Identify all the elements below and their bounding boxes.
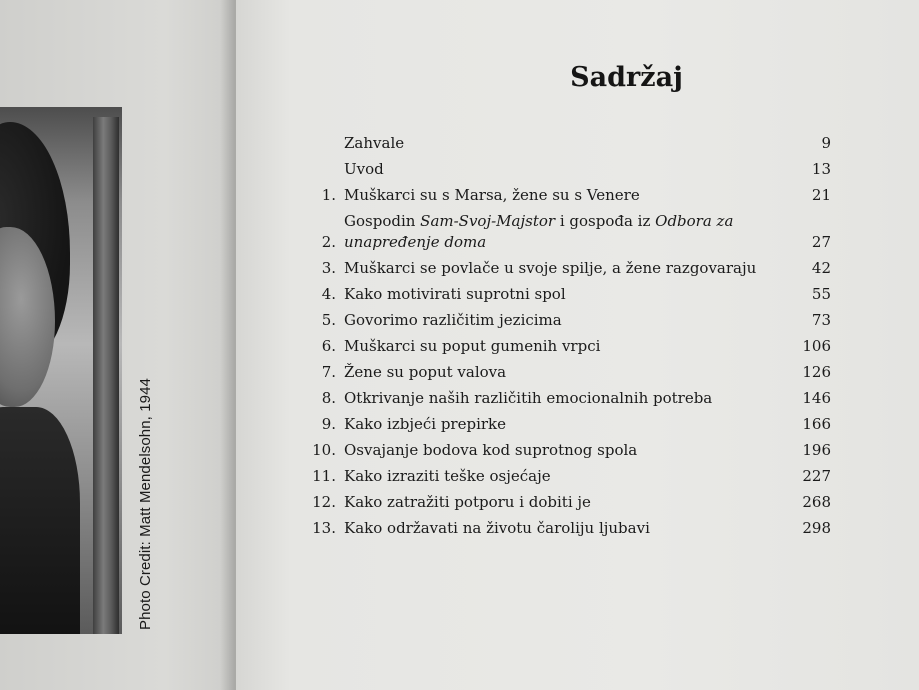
toc-entry-title bbox=[344, 159, 783, 180]
toc-entry-number: 13. bbox=[312, 519, 336, 537]
toc-entry-page: 126 bbox=[802, 363, 831, 381]
toc-entry-title-part: Otkrivanje naših različitih emocionalnih potreba bbox=[344, 389, 713, 407]
toc-entry-page: 268 bbox=[802, 493, 831, 511]
toc-entry bbox=[296, 518, 831, 539]
toc-entry-number: 3. bbox=[321, 259, 336, 277]
toc-entry-title bbox=[344, 440, 783, 461]
toc-entry-number: 10. bbox=[312, 441, 336, 459]
toc-entry-page: 166 bbox=[802, 415, 831, 433]
toc-entry-page: 42 bbox=[811, 259, 831, 277]
toc-entry-title-part: Kako motivirati suprotni spol bbox=[344, 285, 566, 303]
toc-entry bbox=[296, 211, 831, 253]
toc-entry-title bbox=[344, 336, 783, 357]
toc-entry-title bbox=[344, 310, 783, 331]
toc-entry-title bbox=[344, 211, 783, 253]
toc-entry bbox=[296, 159, 831, 180]
toc-entry-number: 11. bbox=[312, 467, 336, 485]
toc-entry bbox=[296, 466, 831, 487]
toc-entry-page: 146 bbox=[802, 389, 831, 407]
photo-body bbox=[0, 407, 80, 634]
toc-entry-number: 12. bbox=[312, 493, 336, 511]
toc-entry bbox=[296, 492, 831, 513]
toc-entry-number: 2. bbox=[321, 233, 336, 251]
toc-entry-title-part: Kako održavati na životu čaroliju ljubavi bbox=[344, 519, 650, 537]
toc-entry-page: 9 bbox=[821, 134, 831, 152]
toc-entry bbox=[296, 388, 831, 409]
toc-entry-title-part: Odbora za unapređenje doma bbox=[344, 212, 734, 251]
toc-entry-title bbox=[344, 388, 783, 409]
photo-pole bbox=[93, 117, 119, 634]
author-photo bbox=[0, 107, 122, 634]
toc-entry-number: 4. bbox=[321, 285, 336, 303]
toc-entry-number: 6. bbox=[321, 337, 336, 355]
toc-entry-title-part: Kako izbjeći prepirke bbox=[344, 415, 507, 433]
toc-entry bbox=[296, 284, 831, 305]
toc-entry-title-part: Govorimo različitim jezicima bbox=[344, 311, 562, 329]
toc-entry-number: 9. bbox=[321, 415, 336, 433]
toc-entry bbox=[296, 414, 831, 435]
toc-entry-title-part: Zahvale bbox=[344, 134, 405, 152]
toc-entry bbox=[296, 336, 831, 357]
toc-entry-title-part: i gospođa iz bbox=[555, 212, 656, 230]
toc-entry bbox=[296, 440, 831, 461]
toc-entry-title bbox=[344, 414, 783, 435]
toc-entry bbox=[296, 310, 831, 331]
toc-entry-title-part: Muškarci su poput gumenih vrpci bbox=[344, 337, 601, 355]
toc-entry-title-part: Muškarci se povlače u svoje spilje, a žene razgovaraju bbox=[344, 259, 757, 277]
toc-entry-page: 227 bbox=[802, 467, 831, 485]
toc-entry bbox=[296, 362, 831, 383]
toc-entry-title bbox=[344, 185, 783, 206]
right-page bbox=[236, 0, 919, 690]
left-page bbox=[0, 0, 236, 690]
toc-entry-title-part: Kako zatražiti potporu i dobiti je bbox=[344, 493, 591, 511]
photo-credit: Photo Credit: Matt Mendelsohn, 1944 bbox=[137, 378, 154, 630]
toc-entry-number: 8. bbox=[321, 389, 336, 407]
toc-entry-title bbox=[344, 466, 783, 487]
toc-entry-page: 13 bbox=[811, 160, 831, 178]
toc-entry-title-part: Muškarci su s Marsa, žene su s Venere bbox=[344, 186, 640, 204]
toc-entry-number: 7. bbox=[321, 363, 336, 381]
toc-entry-title bbox=[344, 492, 783, 513]
toc-entry-page: 196 bbox=[802, 441, 831, 459]
toc-entry-number: 5. bbox=[321, 311, 336, 329]
toc-entry-page: 27 bbox=[811, 233, 831, 251]
toc-entry-title bbox=[344, 258, 783, 279]
toc-entry-title bbox=[344, 518, 783, 539]
toc-entry-title-part: Žene su poput valova bbox=[344, 363, 507, 381]
toc-entry-title-part: Gospodin bbox=[344, 212, 421, 230]
toc-entry-title-part: Osvajanje bodova kod suprotnog spola bbox=[344, 441, 638, 459]
toc-list bbox=[296, 133, 831, 544]
toc-entry bbox=[296, 133, 831, 154]
toc-entry-title-part: Kako izraziti teške osjećaje bbox=[344, 467, 551, 485]
toc-entry-page: 55 bbox=[811, 285, 831, 303]
toc-entry-page: 106 bbox=[802, 337, 831, 355]
toc-entry-title-part: Sam-Svoj-Majstor bbox=[420, 212, 556, 230]
toc-entry-title-part: Uvod bbox=[344, 160, 384, 178]
toc-entry-title bbox=[344, 284, 783, 305]
toc-entry-page: 73 bbox=[811, 311, 831, 329]
toc-entry-title bbox=[344, 362, 783, 383]
toc-entry-page: 298 bbox=[802, 519, 831, 537]
toc-entry-page: 21 bbox=[811, 186, 831, 204]
toc-entry-number: 1. bbox=[321, 186, 336, 204]
toc-title: Sadržaj bbox=[570, 62, 683, 93]
toc-entry-title bbox=[344, 133, 783, 154]
toc-entry bbox=[296, 258, 831, 279]
toc-entry bbox=[296, 185, 831, 206]
